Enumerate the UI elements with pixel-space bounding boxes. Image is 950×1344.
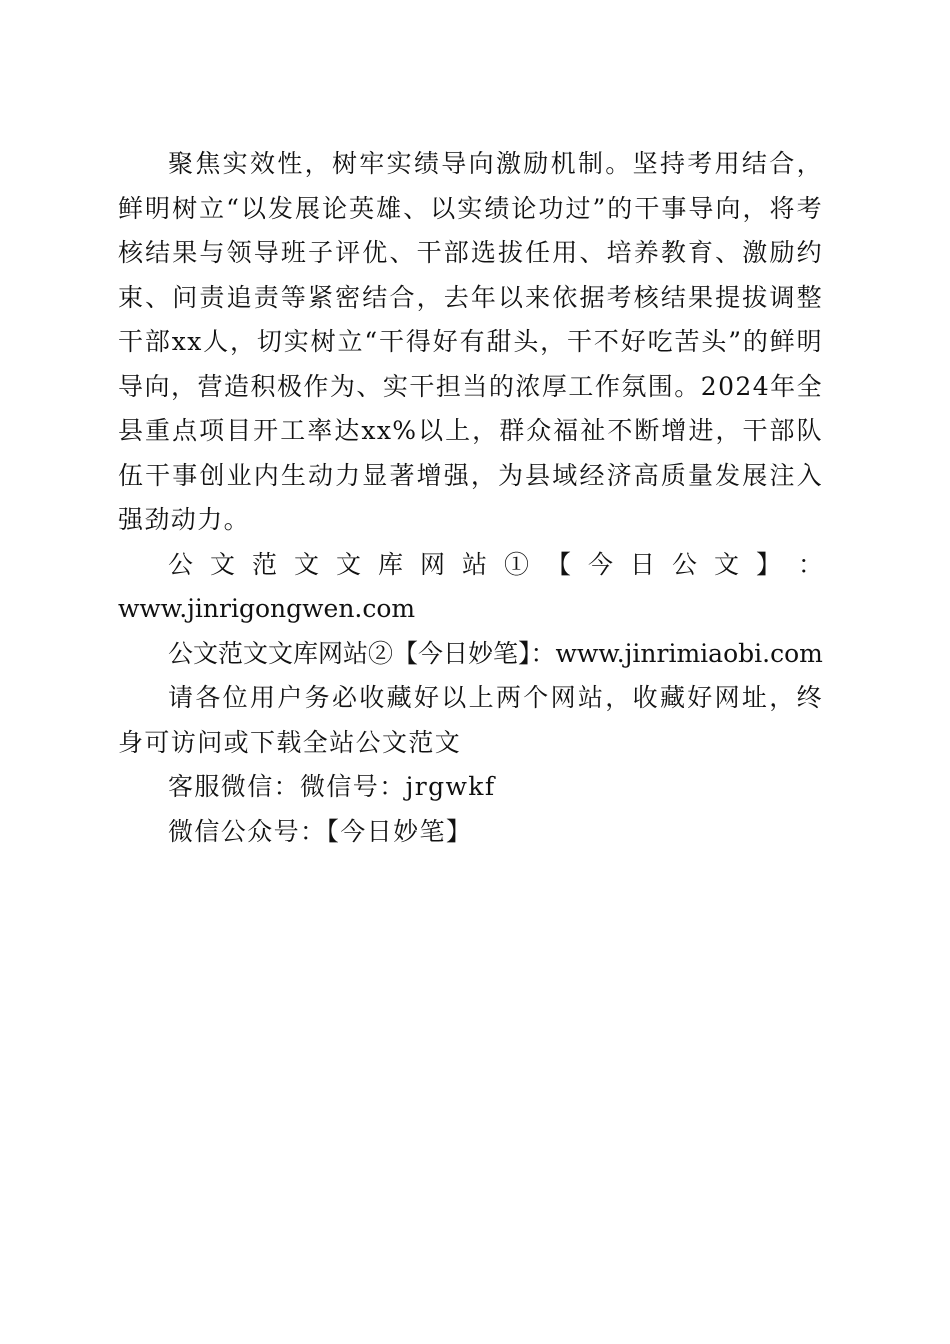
site2-line: 公文范文文库网站②【今日妙笔】：www.jinrimiaobi.com	[168, 638, 823, 668]
site1-label: 公 文 范 文 文 库 网 站 ① 【 今 日 公 文 】 ：	[168, 549, 823, 579]
service-wechat-line: 客服微信：微信号：jrgwkf	[168, 772, 496, 801]
reminder-paragraph: 请各位用户务必收藏好以上两个网站，收藏好网址，终身可访问或下载全站公文范文	[118, 683, 823, 757]
site1-paragraph	[118, 543, 823, 632]
site1-url[interactable]: www.jinrigongwen.com	[118, 594, 416, 623]
body-paragraph: 聚焦实效性，树牢实绩导向激励机制。坚持考用结合，鲜明树立“以发展论英雄、以实绩论功过”的干事导向，将考核结果与领导班子评优、干部选拔任用、培养教育、激励约束、问责追责等紧密结合，去年以来依据考核结果提拔调整干部xx人，切实树立“干得好有甜头，干不好吃苦头”的鲜明导向，营造积极作为、实干担当的浓厚工作氛围。2024年全县重点项目开工率达xx%以上，群众福祉不断增进，干部队伍干事创业内生动力显著增强，为县域经济高质量发展注入强劲动力。	[118, 149, 823, 534]
document-page	[118, 142, 823, 854]
official-account-line: 微信公众号：【今日妙笔】	[168, 816, 473, 846]
